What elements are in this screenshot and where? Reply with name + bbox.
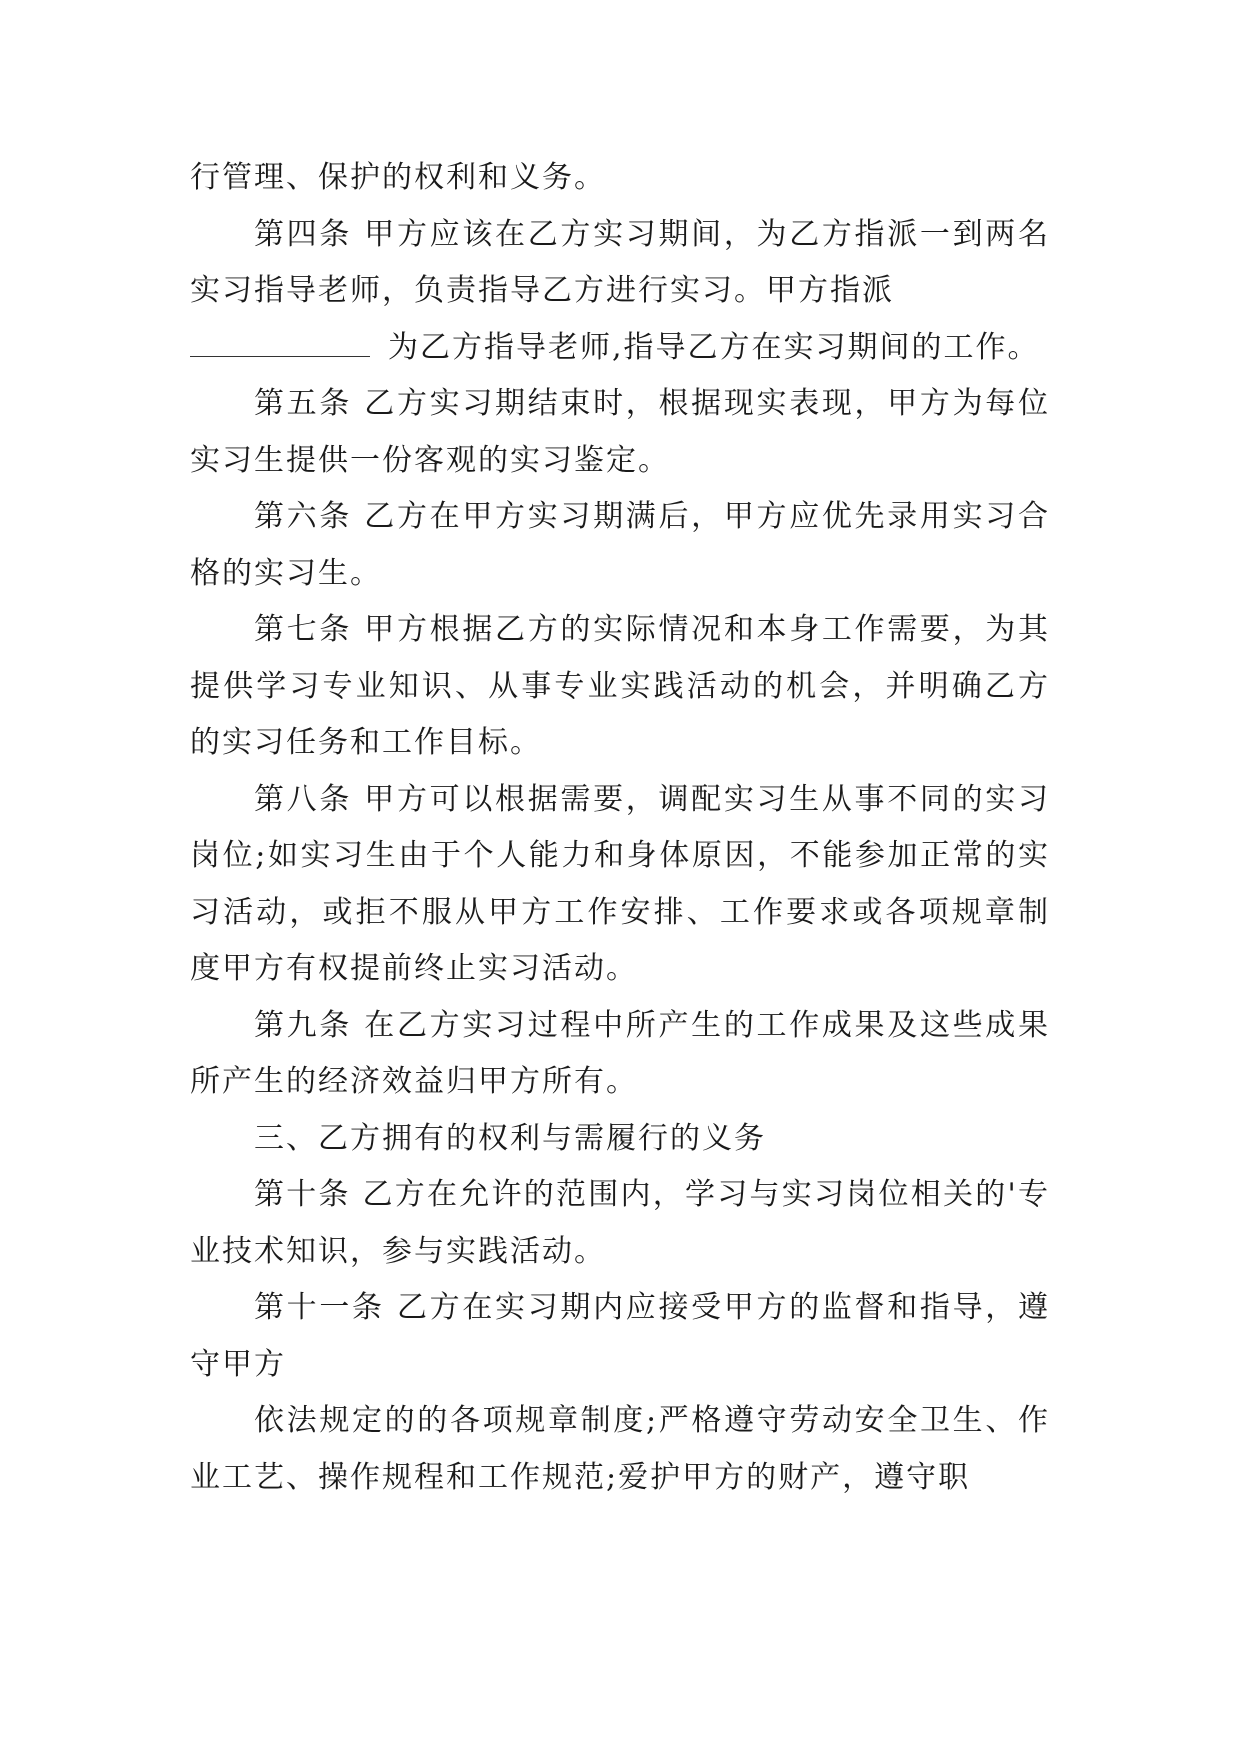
- document-body: [190, 150, 1050, 1506]
- paragraph-article-9: 第九条 在乙方实习过程中所产生的工作成果及这些成果所产生的经济效益归甲方所有。: [190, 1007, 1050, 1099]
- section-heading-3: 三、乙方拥有的权利与需履行的义务: [254, 1120, 766, 1156]
- paragraph-article-5: 第五条 乙方实习期结束时，根据现实表现，甲方为每位实习生提供一份客观的实习鉴定。: [190, 386, 1050, 478]
- paragraph-article-11-continued: 依法规定的的各项规章制度;严格遵守劳动安全卫生、作业工艺、操作规程和工作规范;爱护甲方的财产，遵守职: [190, 1403, 1050, 1495]
- paragraph-article-8: 第八条 甲方可以根据需要，调配实习生从事不同的实习岗位;如实习生由于个人能力和身体原因，不能参加正常的实习活动，或拒不服从甲方工作安排、工作要求或各项规章制度甲方有权提前终止实习活动。: [190, 781, 1050, 986]
- paragraph-article-7: 第七条 甲方根据乙方的实际情况和本身工作需要，为其提供学习专业知识、从事专业实践活动的机会，并明确乙方的实习任务和工作目标。: [190, 612, 1050, 760]
- paragraph-article-10: 第十条 乙方在允许的范围内，学习与实习岗位相关的'专业技术知识，参与实践活动。: [190, 1177, 1050, 1269]
- paragraph-article-4-continued: [190, 320, 1050, 377]
- paragraph-article-6: 第六条 乙方在甲方实习期满后，甲方应优先录用实习合格的实习生。: [190, 499, 1050, 591]
- fill-in-blank-line: [190, 326, 370, 357]
- paragraph-article-4: 第四条 甲方应该在乙方实习期间，为乙方指派一到两名实习指导老师，负责指导乙方进行实习。甲方指派: [190, 216, 1050, 308]
- paragraph-1: 行管理、保护的权利和义务。: [190, 160, 606, 195]
- paragraph-article-11: 第十一条 乙方在实习期内应接受甲方的监督和指导，遵守甲方: [190, 1290, 1050, 1382]
- paragraph-article-4-continued-text: 为乙方指导老师,指导乙方在实习期间的工作。: [388, 329, 1040, 365]
